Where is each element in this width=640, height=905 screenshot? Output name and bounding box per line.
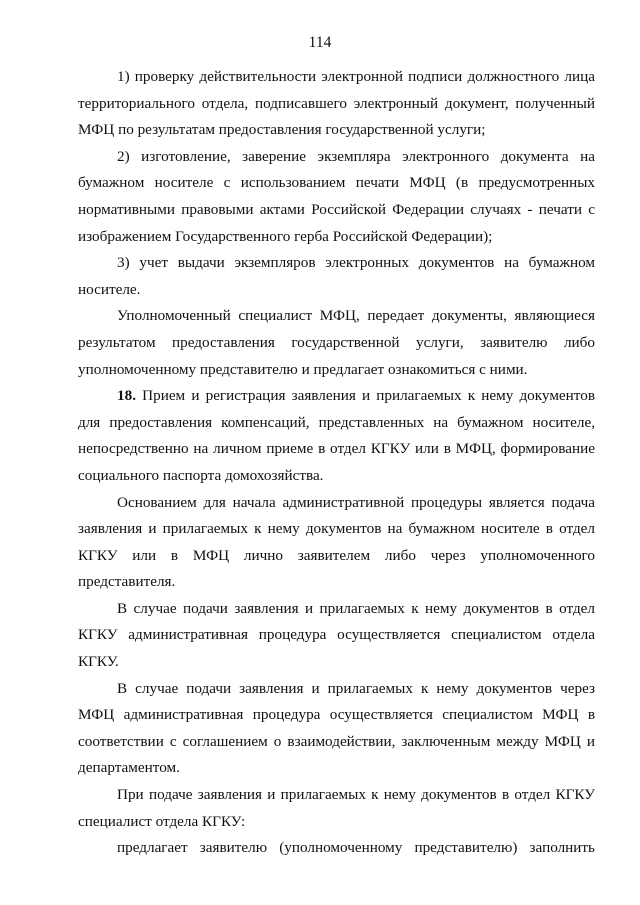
paragraph-issuance-record: 3) учет выдачи экземпляров электронных документов на бумажном носителе. — [78, 254, 595, 298]
page-number: 114 — [308, 34, 332, 51]
paragraph-kgku-specialist: При подаче заявления и прилагаемых к нему документов в отдел КГКУ специалист отдела КГКУ: — [78, 786, 595, 830]
paragraph-mfc-specialist: Уполномоченный специалист МФЦ, передает документы, являющиеся результатом предоставления государственной услуги, заявителю либо уполномоченному представителю и предлагает ознакомиться с ними. — [78, 307, 595, 378]
paragraph-procedure-basis: Основанием для начала административной процедуры является подача заявления и прилагаемых к нему документов на бумажном носителе в отдел КГКУ или в МФЦ лично заявителем либо через уполномоченного представителя. — [78, 493, 595, 591]
document-body — [78, 64, 595, 862]
paragraph-kgku-case: В случае подачи заявления и прилагаемых к нему документов в отдел КГКУ административная процедура осуществляется специалистом отдела КГКУ. — [78, 599, 595, 671]
section-18-text: Прием и регистрация заявления и прилагаемых к нему документов для предоставления компенсаций, представленных на бумажном носителе, непосредственно на личном приеме в отдел КГКУ или в МФЦ, формирование социального паспорта домохозяйства. — [78, 387, 595, 484]
paragraph-mfc-case: В случае подачи заявления и прилагаемых к нему документов через МФЦ административная процедура осуществляется специалистом МФЦ в соответствии с соглашением о взаимодействии, заключенным между МФЦ и департаментом. — [78, 679, 595, 777]
section-number: 18. — [117, 387, 136, 405]
paragraph-paper-copy: 2) изготовление, заверение экземпляра электронного документа на бумажном носителе с использованием печати МФЦ (в предусмотренных нормативными правовыми актами Российской Федерации случаях - печати с изображением Государственного герба Российской Федерации); — [78, 147, 595, 245]
paragraph-signature-check: 1) проверку действительности электронной подписи должностного лица территориального отдела, подписавшего электронный документ, полученный МФЦ по результатам предоставления государственной услуги; — [78, 68, 595, 139]
paragraph-offer-to-fill: предлагает заявителю (уполномоченному представителю) заполнить — [117, 839, 595, 857]
paragraph-section-18 — [78, 383, 595, 489]
